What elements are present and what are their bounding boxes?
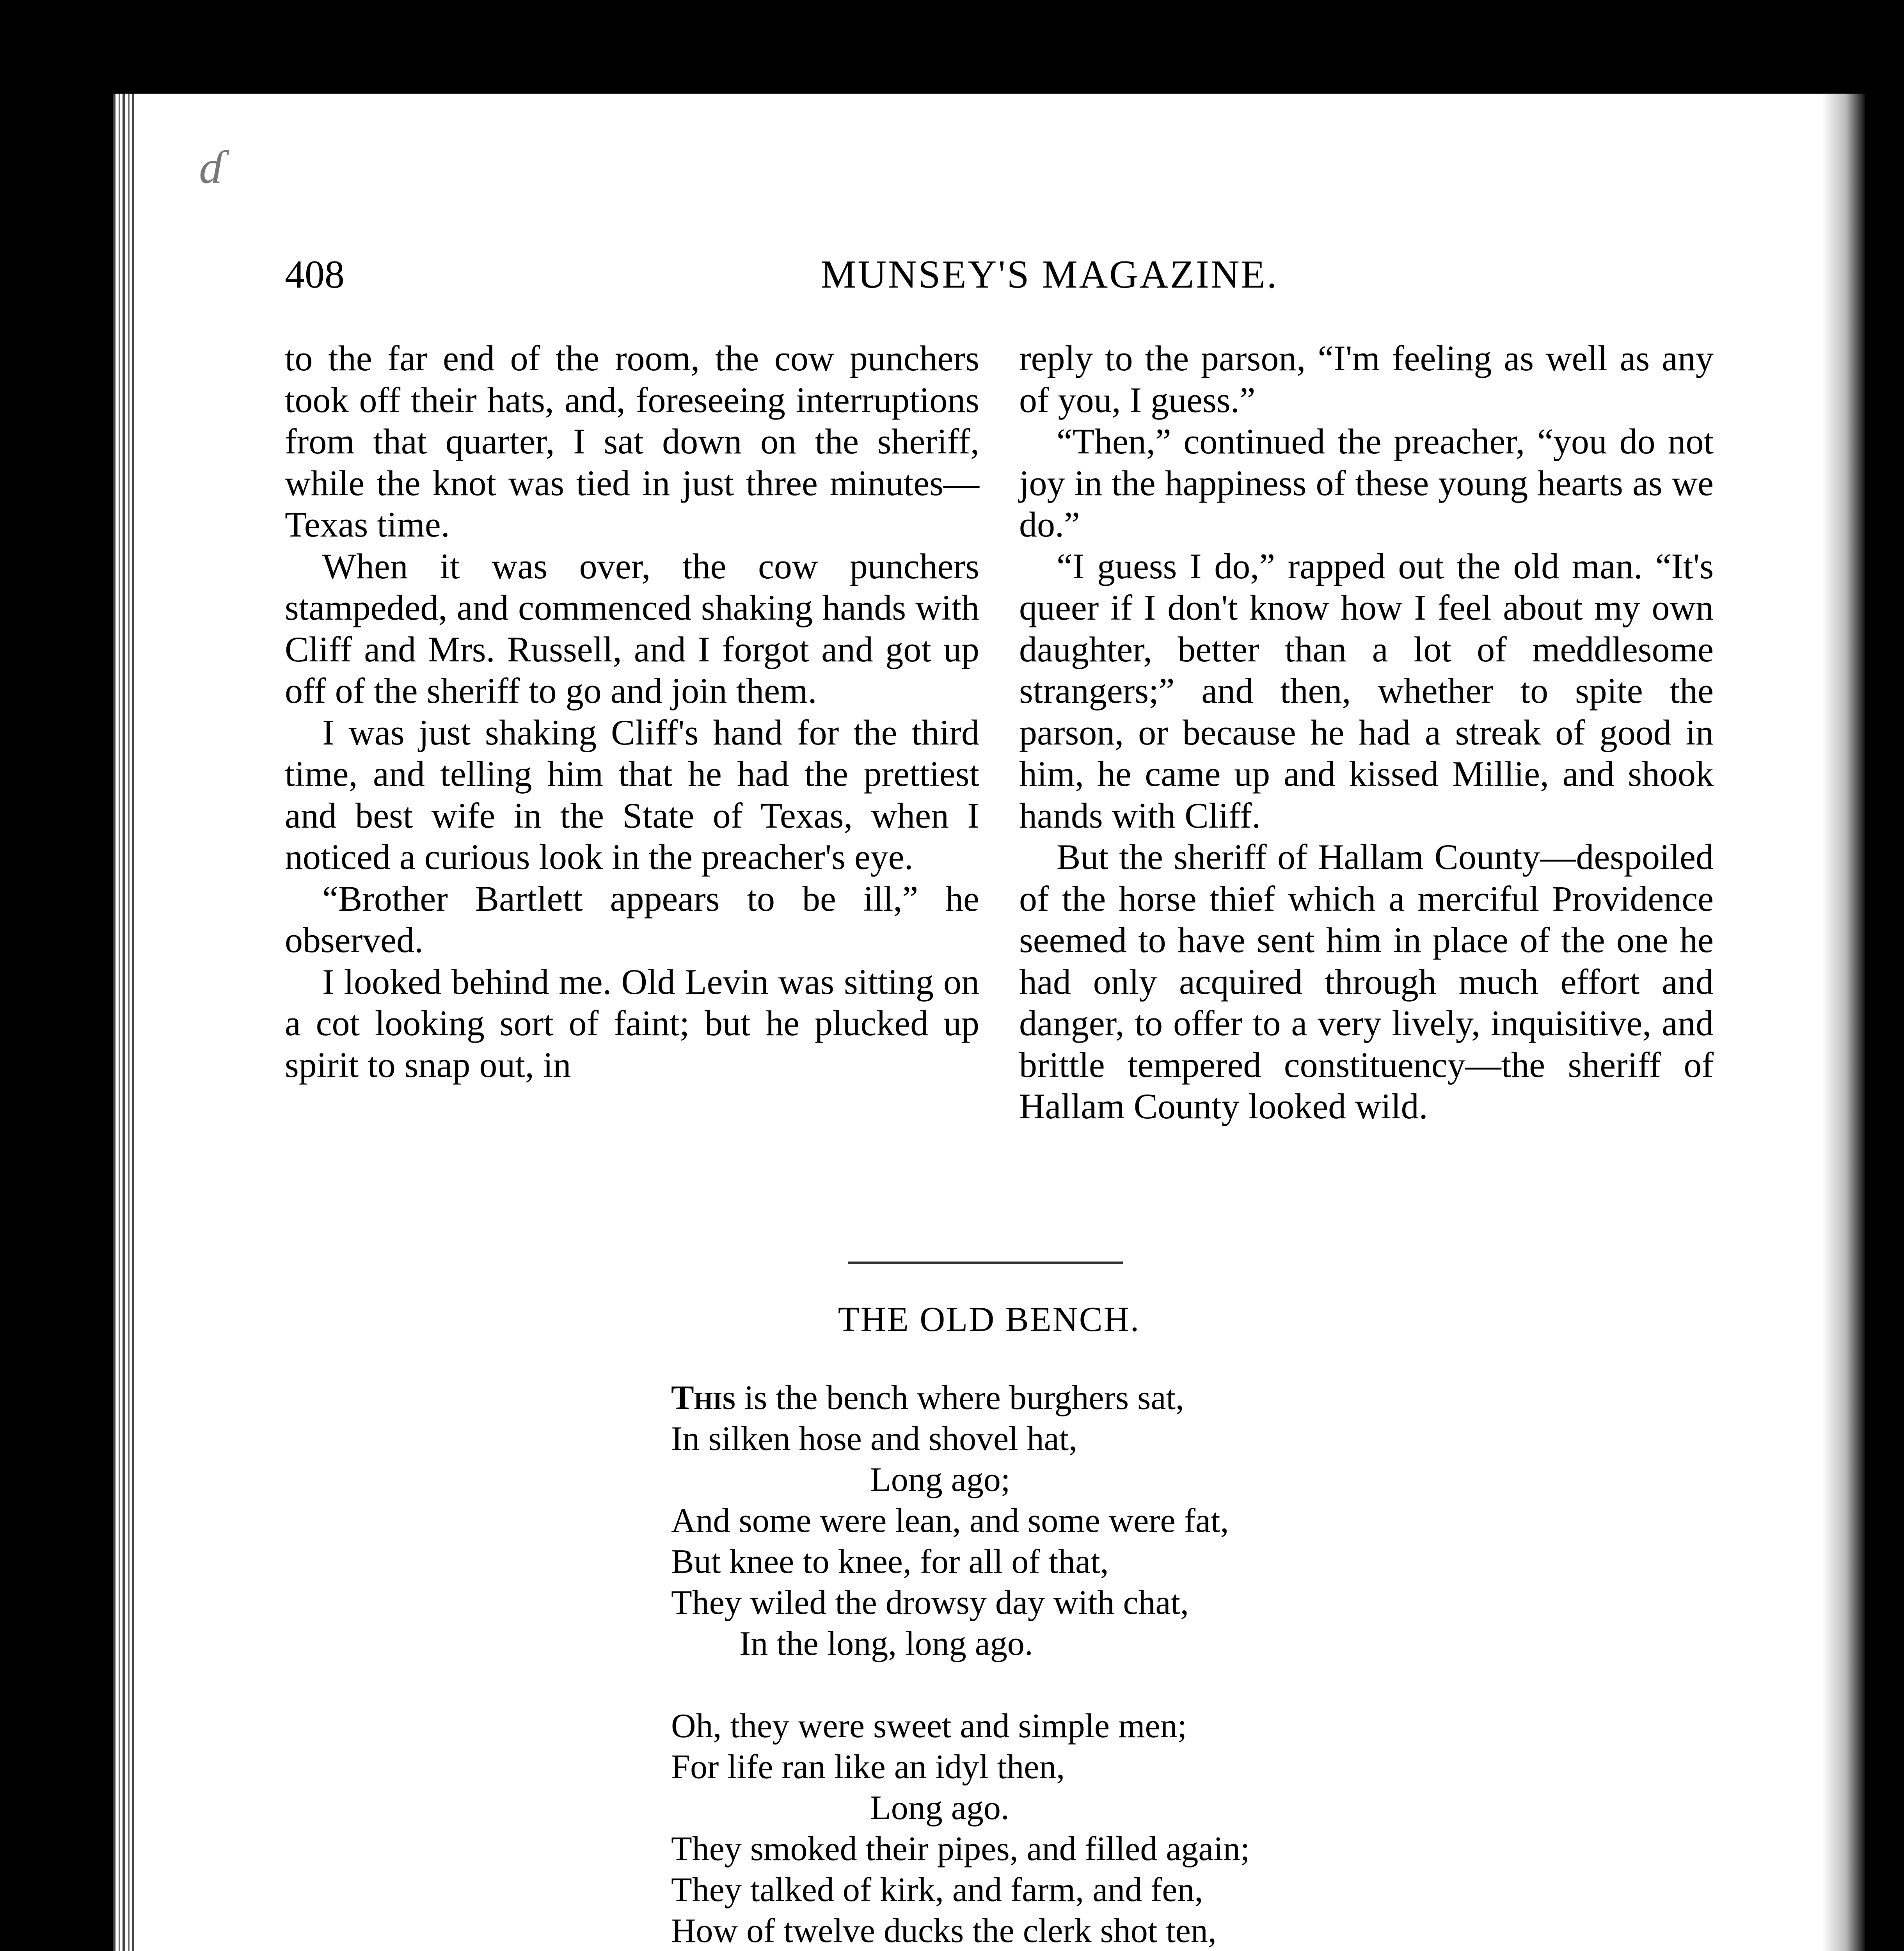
poem-line: But knee to knee, for all of that, xyxy=(671,1543,1109,1581)
running-title: MUNSEY'S MAGAZINE. xyxy=(821,252,1279,297)
paragraph: reply to the parson, “I'm feeling as well as any of you, I guess.” xyxy=(1019,338,1714,420)
paragraph: to the far end of the room, the cow punchers took off their hats, and, foreseeing interruptions from that quarter, I sat down on the sheriff, while the knot was tied in just three minutes—Texas time. xyxy=(285,338,979,544)
line-text: is the bench where burghers sat, xyxy=(735,1379,1184,1417)
paragraph: I looked behind me. Old Levin was sitting on a cot looking sort of faint; but he plucked up spirit to snap out, in xyxy=(285,961,979,1085)
stanza xyxy=(671,1377,1607,1664)
binding-edge xyxy=(113,94,137,1951)
drop-word: This xyxy=(671,1379,736,1417)
story-right-column xyxy=(1019,338,1714,1127)
page-number: 408 xyxy=(285,252,345,297)
refrain-line: Long ago; xyxy=(870,1461,1011,1499)
poem-title: THE OLD BENCH. xyxy=(838,1300,1140,1339)
paragraph: “Then,” continued the preacher, “you do not joy in the happiness of these young hearts as we do.” xyxy=(1019,421,1714,544)
paragraph: “Brother Bartlett appears to be ill,” he observed. xyxy=(285,878,979,960)
section-divider xyxy=(848,1262,1123,1264)
magazine-page xyxy=(113,94,1865,1951)
paragraph: I was just shaking Cliff's hand for the third time, and telling him that he had the prettiest and best wife in the State of Texas, when I noticed a curious look in the preacher's eye. xyxy=(285,712,979,877)
refrain-line: Long ago. xyxy=(870,1789,1009,1827)
poem-line: In silken hose and shovel hat, xyxy=(671,1420,1078,1458)
story-left-column xyxy=(285,338,979,1086)
poem-line xyxy=(671,1377,1607,1418)
poem-line: How of twelve ducks the clerk shot ten, xyxy=(671,1912,1217,1950)
poem-line: They wiled the drowsy day with chat, xyxy=(671,1584,1189,1622)
paragraph: But the sheriff of Hallam County—despoiled of the horse thief which a merciful Providence seemed to have sent him in place of the one he had only acquired through much effort and danger, to offer to a very lively, inquisitive, and brittle tempered constituency—the sheriff of Hallam County looked wild. xyxy=(1019,837,1714,1126)
poem-line: They smoked their pipes, and filled again; xyxy=(671,1830,1250,1868)
page-header xyxy=(285,252,1814,310)
pencil-mark: ɗ xyxy=(199,141,222,193)
poem-line: Oh, they were sweet and simple men; xyxy=(671,1707,1187,1745)
poem xyxy=(671,1377,1607,1951)
poem-line: For life ran like an idyl then, xyxy=(671,1748,1065,1786)
paragraph: When it was over, the cow punchers stampeded, and commenced shaking hands with Cliff and Mrs. Russell, and I forgot and got up off of the sheriff to go and join them. xyxy=(285,546,979,711)
page-shadow xyxy=(1822,94,1865,1951)
poem-line: They talked of kirk, and farm, and fen, xyxy=(671,1871,1203,1909)
stanza xyxy=(671,1706,1607,1951)
paragraph: “I guess I do,” rapped out the old man. “It's queer if I don't know how I feel about my own daughter, better than a lot of meddlesome strangers;” and then, whether to spite the parson, or because he had a streak of good in him, he came up and kissed Millie, and shook hands with Cliff. xyxy=(1019,546,1714,835)
closing-line: In the long, long ago. xyxy=(739,1625,1033,1663)
poem-line: And some were lean, and some were fat, xyxy=(671,1502,1229,1540)
